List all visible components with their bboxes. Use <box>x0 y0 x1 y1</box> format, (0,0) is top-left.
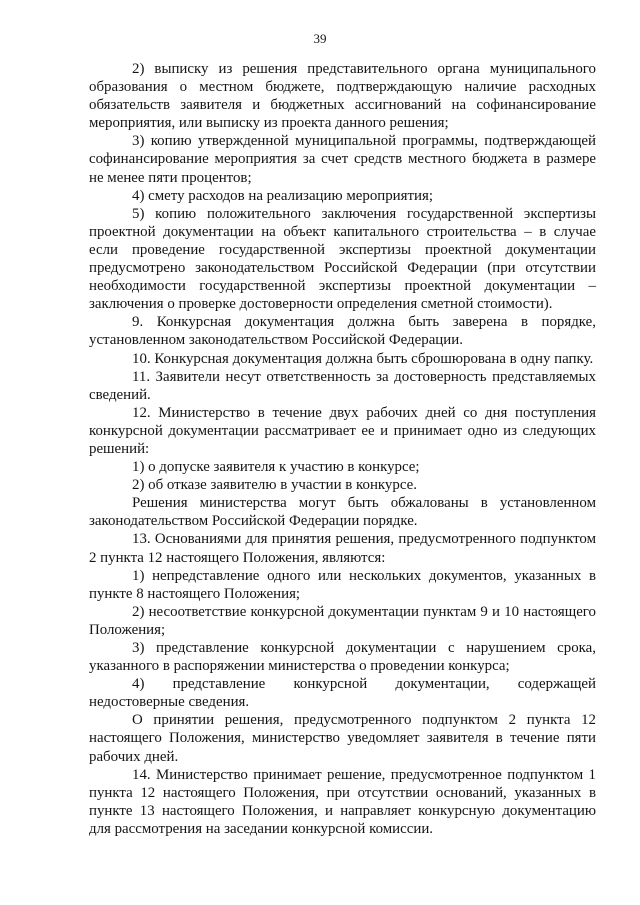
paragraph: 10. Конкурсная документация должна быть сброшюрована в одну папку. <box>132 350 594 367</box>
paragraph: 4) представление конкурсной документации, содержащей недостоверные сведения. <box>89 676 596 711</box>
page-number: 39 <box>313 31 327 46</box>
paragraph: 1) о допуске заявителя к участию в конкурсе; <box>132 459 420 476</box>
paragraph: 5) копию положительного заключения государственной экспертизы проектной документации на объект капитального строительства – в случае если проведение государственной экспертизы проектной документации предусмотрено законодательством Российской Федерации (при отсутствии необходимости государственной экспертизы проектной документации – заключения о проверке достоверности определения сметной стоимости). <box>89 205 596 313</box>
document-body <box>89 60 596 838</box>
paragraph: 2) выписку из решения представительного органа муниципального образования о местном бюджете, подтверждающую наличие расходных обязательств заявителя и бюджетных ассигнований на софинансирование мероприятия, или выписку из проекта данного решения; <box>89 61 596 132</box>
paragraph: 11. Заявители несут ответственность за достоверность представляемых сведений. <box>89 368 596 403</box>
paragraph: 2) несоответствие конкурсной документации пунктам 9 и 10 настоящего Положения; <box>89 603 596 638</box>
paragraph: 3) копию утвержденной муниципальной программы, подтверждающей софинансирование мероприятия за счет средств местного бюджета в размере не менее пяти процентов; <box>89 133 596 186</box>
paragraph: 9. Конкурсная документация должна быть заверена в порядке, установленном законодательством Российской Федерации. <box>89 314 596 349</box>
paragraph: 13. Основаниями для принятия решения, предусмотренного подпунктом 2 пункта 12 настоящего Положения, являются: <box>89 531 596 566</box>
paragraph: Решения министерства могут быть обжалованы в установленном законодательством Российской Федерации порядке. <box>89 495 596 530</box>
paragraph: 14. Министерство принимает решение, предусмотренное подпунктом 1 пункта 12 настоящего Положения, при отсутствии оснований, указанных в пункте 13 настоящего Положения, и направляет конкурсную документацию для рассмотрения на заседании конкурсной комиссии. <box>89 766 596 837</box>
paragraph: 3) представление конкурсной документации с нарушением срока, указанного в распоряжении министерства о проведении конкурса; <box>89 640 596 675</box>
paragraph: 4) смету расходов на реализацию мероприятия; <box>132 187 433 204</box>
paragraph: 12. Министерство в течение двух рабочих дней со дня поступления конкурсной документации рассматривает ее и принимает одно из следующих решений: <box>89 404 596 457</box>
paragraph: 1) непредставление одного или нескольких документов, указанных в пункте 8 настоящего Положения; <box>89 567 596 602</box>
paragraph: 2) об отказе заявителю в участии в конкурсе. <box>132 477 417 494</box>
paragraph: О принятии решения, предусмотренного подпунктом 2 пункта 12 настоящего Положения, министерство уведомляет заявителя в течение пяти рабочих дней. <box>89 712 596 765</box>
